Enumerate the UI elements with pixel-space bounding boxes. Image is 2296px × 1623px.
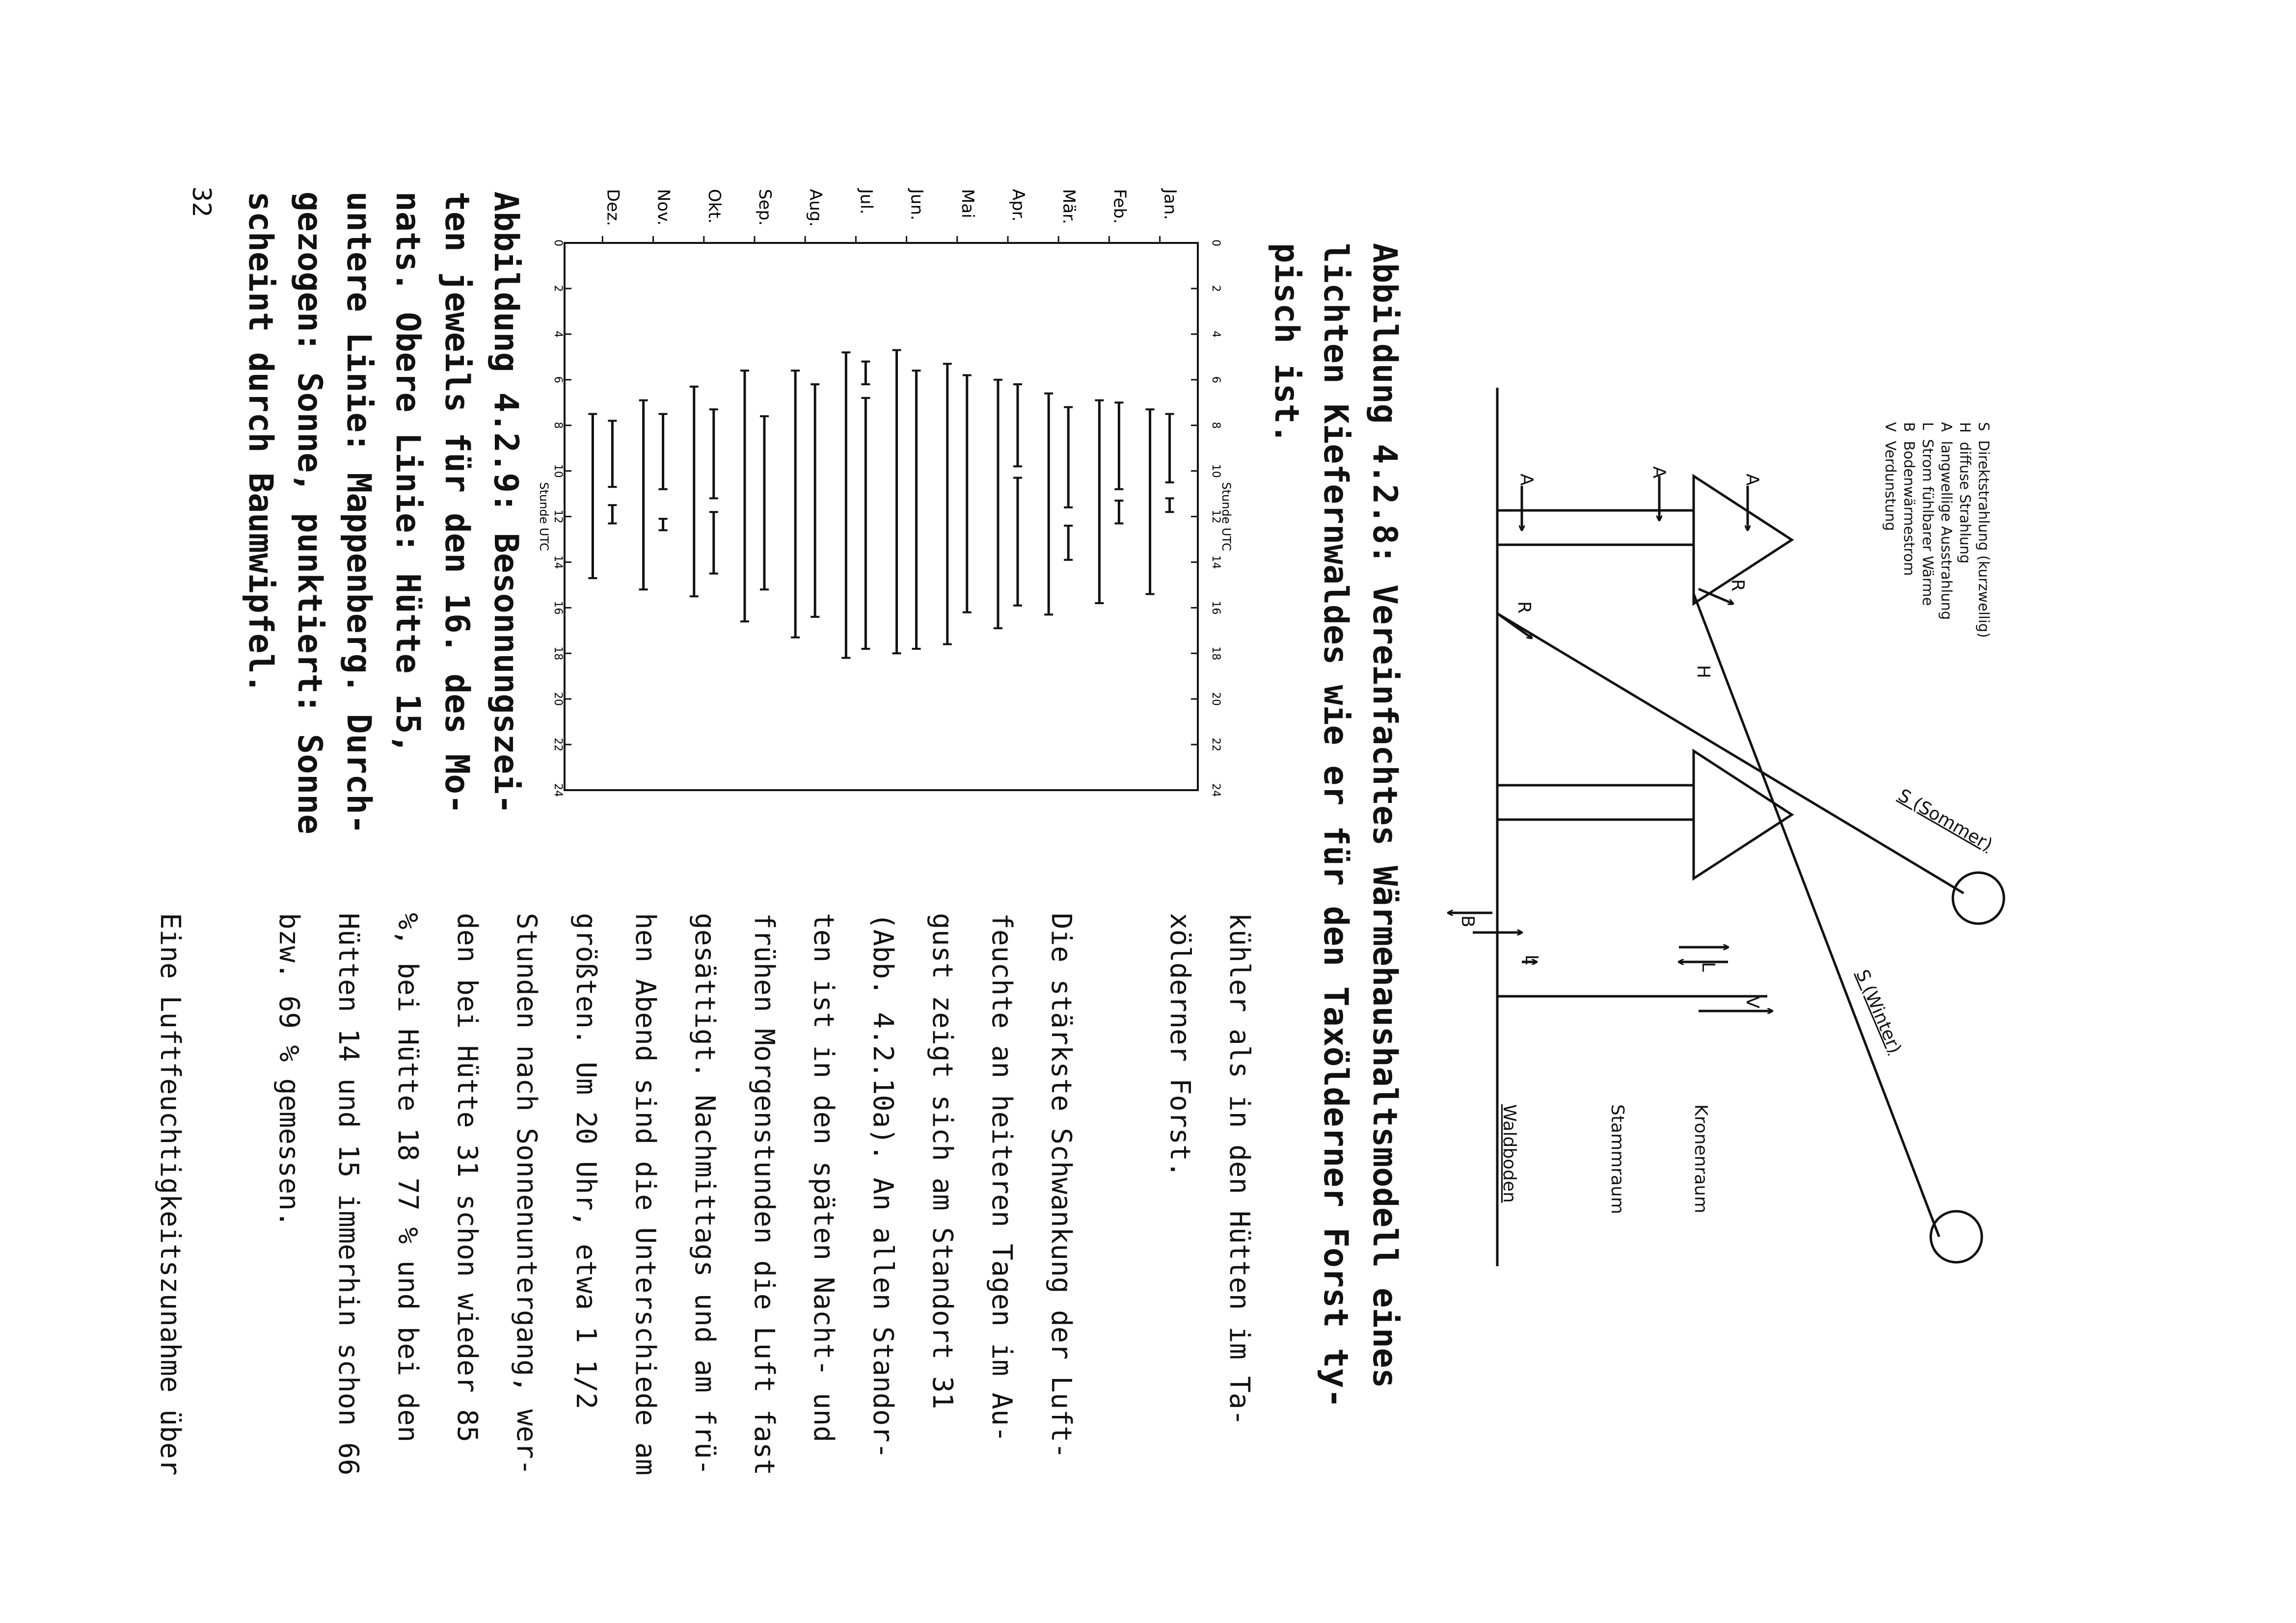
body-line: Stunden nach Sonnenuntergang, wer- bbox=[511, 913, 542, 1476]
x-tick-label: 10 bbox=[1210, 464, 1222, 478]
x-tick-label: 20 bbox=[1210, 692, 1222, 706]
body-line: (Abb. 4.2.10a). An allen Standor- bbox=[867, 913, 899, 1459]
x-tick-label: 24 bbox=[552, 783, 564, 797]
legend-row-A: A langwellige Ausstrahlung bbox=[1938, 422, 1955, 620]
caption-429-line-1: Abbildung 4.2.9: Besonnungszei- bbox=[486, 191, 525, 815]
x-tick-label: 24 bbox=[1210, 783, 1222, 797]
x-tick-label: 14 bbox=[552, 555, 564, 569]
month-label: Okt. bbox=[704, 189, 724, 224]
month-label: Mär. bbox=[1059, 189, 1079, 224]
label-R-2: R bbox=[1728, 579, 1748, 592]
month-label: Feb. bbox=[1109, 189, 1130, 224]
label-H: H bbox=[1693, 665, 1713, 679]
month-label: Nov. bbox=[653, 189, 674, 226]
caption-429-line-4: untere Linie: Mappenberg. Durch- bbox=[339, 191, 378, 835]
x-tick-label: 18 bbox=[552, 646, 564, 661]
x-tick-label: 6 bbox=[1210, 376, 1222, 383]
legend-row-H: H diffuse Strahlung bbox=[1957, 422, 1973, 564]
body-line: Die stärkste Schwankung der Luft- bbox=[1045, 913, 1077, 1459]
legend-row-L: L Strom fühlbarer Wärme bbox=[1919, 422, 1936, 606]
x-tick-label: 20 bbox=[552, 692, 564, 706]
caption-428-line-1: Abbildung 4.2.8: Vereinfachtes Wärmehaushaltsmodell eines bbox=[1365, 243, 1404, 1388]
label-R-1: R bbox=[1514, 601, 1534, 614]
caption-fig-4-2-9 bbox=[236, 191, 530, 834]
label-S-winter: S (Winter) bbox=[1852, 967, 1905, 1057]
label-L-ground: L bbox=[1521, 955, 1541, 965]
body-line bbox=[200, 913, 259, 1475]
caption-428-line-2: lichten Kiefernwaldes wie er für den Taxölderner Forst ty- bbox=[1316, 243, 1355, 1409]
month-label: Apr. bbox=[1008, 189, 1028, 222]
x-tick-label: 12 bbox=[1210, 509, 1222, 524]
caption-429-line-6: scheint durch Baumwipfel. bbox=[241, 191, 280, 694]
x-tick-label: 4 bbox=[552, 330, 564, 338]
legend-row-V: V Verdunstung bbox=[1882, 422, 1899, 531]
chart-frame bbox=[565, 243, 1198, 790]
body-line: Eine Luftfeuchtigkeitszunahme über bbox=[154, 913, 186, 1476]
body-line: kühler als in den Hütten im Ta- bbox=[1223, 913, 1255, 1426]
caption-429-line-2: ten jeweils für den 16. des Mo- bbox=[437, 191, 476, 815]
label-stammraum: Stammraum bbox=[1607, 1104, 1627, 1214]
caption-429-line-3: nats. Obere Linie: Hütte 15, bbox=[388, 191, 427, 754]
x-tick-label: 16 bbox=[1210, 601, 1222, 615]
x-axis-title: Stunde UTC bbox=[537, 482, 551, 551]
month-label: Mai bbox=[957, 189, 977, 218]
body-line: ten ist in den späten Nacht- und bbox=[808, 913, 839, 1442]
x-tick-label: 2 bbox=[552, 285, 564, 292]
x-tick-label: 14 bbox=[1210, 555, 1222, 569]
caption-428-line-3: pisch ist. bbox=[1267, 243, 1306, 444]
label-A-3: A bbox=[1742, 474, 1762, 486]
body-line: bzw. 69 % gemessen. bbox=[273, 913, 305, 1227]
x-tick-label: 12 bbox=[552, 509, 564, 524]
x-tick-label: 22 bbox=[1210, 738, 1222, 752]
body-line: gesättigt. Nachmittags und am frü- bbox=[689, 913, 721, 1476]
month-label: Dez. bbox=[603, 189, 623, 226]
x-axis-title: Stunde UTC bbox=[1219, 482, 1233, 551]
x-tick-label: 6 bbox=[552, 376, 564, 383]
label-V: V bbox=[1742, 996, 1762, 1009]
body-text-column bbox=[140, 913, 1269, 1475]
body-line: Hütten 14 und 15 immerhin schon 66 bbox=[332, 913, 364, 1476]
label-L-crown: L bbox=[1698, 962, 1718, 972]
body-line: frühen Morgenstunden die Luft fast bbox=[748, 913, 780, 1476]
label-A-1: A bbox=[1516, 474, 1537, 486]
legend-row-B: B Bodenwärmestrom bbox=[1901, 422, 1918, 576]
body-line: %, bei Hütte 18 77 % und bei den bbox=[392, 913, 424, 1442]
label-A-2: A bbox=[1649, 466, 1669, 479]
caption-429-line-5: gezogen: Sonne, punktiert: Sonne bbox=[290, 191, 329, 835]
body-line bbox=[1091, 913, 1150, 1475]
page-number: 32 bbox=[187, 186, 216, 217]
body-line: hen Abend sind die Unterschiede am bbox=[629, 913, 661, 1476]
body-line: gust zeigt sich am Standort 31 bbox=[926, 913, 958, 1410]
month-label: Sep. bbox=[755, 189, 775, 226]
month-label: Jan. bbox=[1160, 189, 1180, 220]
x-tick-label: 0 bbox=[552, 239, 564, 246]
x-tick-label: 10 bbox=[552, 464, 564, 478]
x-tick-label: 8 bbox=[552, 422, 564, 429]
x-tick-label: 18 bbox=[1210, 646, 1222, 661]
legend-row-S: S Direktstrahlung (kurzwellig) bbox=[1975, 422, 1992, 638]
month-label: Aug. bbox=[806, 189, 826, 227]
x-tick-label: 2 bbox=[1210, 285, 1222, 292]
x-tick-label: 4 bbox=[1210, 330, 1222, 338]
label-kronenraum: Kronenraum bbox=[1691, 1104, 1711, 1214]
label-S-sommer: S (Sommer) bbox=[1894, 785, 1996, 855]
x-tick-label: 8 bbox=[1210, 422, 1222, 429]
body-line: xölderner Forst. bbox=[1164, 913, 1196, 1178]
month-label: Jun. bbox=[907, 189, 927, 220]
body-line: den bei Hütte 31 schon wieder 85 bbox=[451, 913, 483, 1442]
body-line: feuchte an heiteren Tagen im Au- bbox=[986, 913, 1018, 1442]
month-label: Jul. bbox=[856, 189, 876, 214]
x-tick-label: 0 bbox=[1210, 239, 1222, 246]
label-waldboden: Waldboden bbox=[1499, 1104, 1519, 1203]
body-line: größten. Um 20 Uhr, etwa 1 1/2 bbox=[570, 913, 602, 1410]
x-tick-label: 16 bbox=[552, 601, 564, 615]
label-B: B bbox=[1458, 915, 1478, 928]
x-tick-label: 22 bbox=[552, 738, 564, 752]
